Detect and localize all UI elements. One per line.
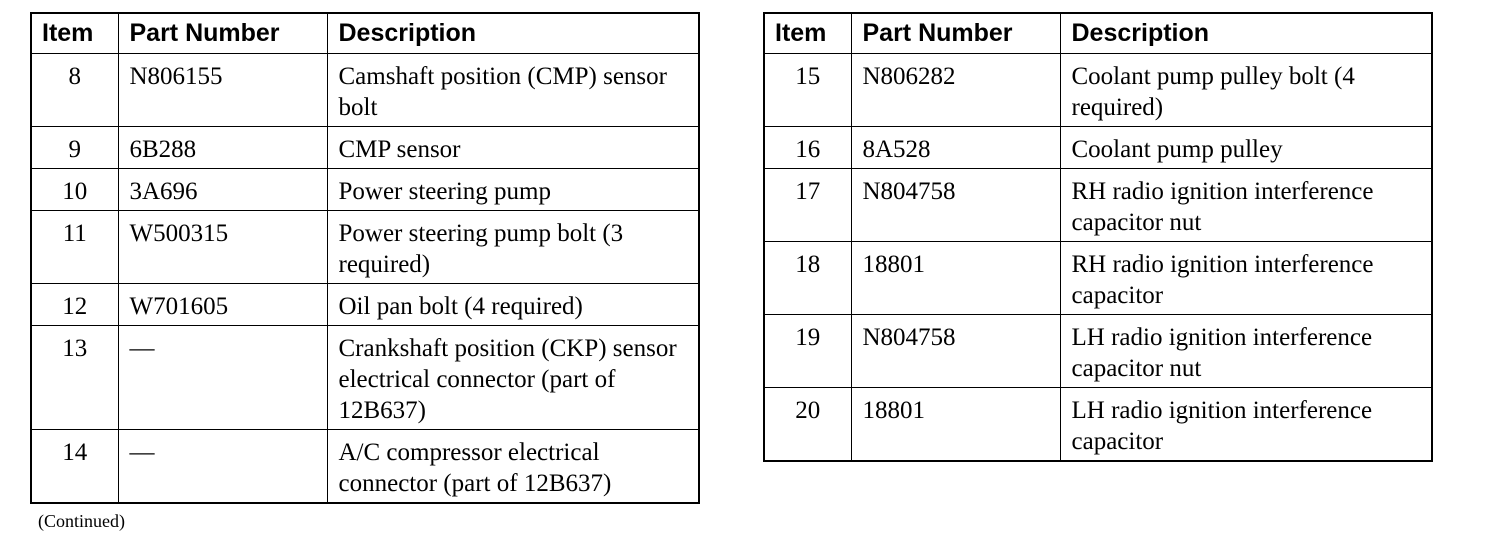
part-number-cell: 6B288: [118, 127, 327, 169]
description-cell: A/C compressor electrical connector (part of 12B637): [327, 430, 699, 504]
description-cell: Power steering pump bolt (3 required): [327, 211, 699, 284]
description-cell: LH radio ignition interference capacitor: [1060, 388, 1432, 462]
item-number-cell: 16: [764, 127, 851, 169]
description-cell: CMP sensor: [327, 127, 699, 169]
description-cell: Power steering pump: [327, 169, 699, 211]
column-header-item: Item: [31, 13, 118, 54]
part-number-cell: N804758: [851, 169, 1060, 242]
table-header-row: [764, 13, 1432, 54]
table-row: [764, 54, 1432, 127]
item-number-cell: 15: [764, 54, 851, 127]
description-cell: LH radio ignition interference capacitor nut: [1060, 315, 1432, 388]
description-cell: Crankshaft position (CKP) sensor electrical connector (part of 12B637): [327, 326, 699, 430]
item-number-cell: 14: [31, 430, 118, 504]
table-row: [764, 127, 1432, 169]
part-number-cell: 18801: [851, 242, 1060, 315]
part-number-cell: 3A696: [118, 169, 327, 211]
item-number-cell: 18: [764, 242, 851, 315]
table-row: [31, 169, 699, 211]
item-number-cell: 10: [31, 169, 118, 211]
item-number-cell: 9: [31, 127, 118, 169]
description-cell: RH radio ignition interference capacitor: [1060, 242, 1432, 315]
parts-table-left: [30, 12, 700, 504]
column-header-item: Item: [764, 13, 851, 54]
description-cell: Camshaft position (CMP) sensor bolt: [327, 54, 699, 127]
part-number-cell: N806155: [118, 54, 327, 127]
table-row: [764, 242, 1432, 315]
column-header-part-number: Part Number: [851, 13, 1060, 54]
table-row: [31, 326, 699, 430]
part-number-cell: W500315: [118, 211, 327, 284]
continued-note: (Continued): [38, 511, 125, 531]
table-row: [31, 430, 699, 504]
part-number-cell: N806282: [851, 54, 1060, 127]
table-row: [764, 169, 1432, 242]
item-number-cell: 11: [31, 211, 118, 284]
description-cell: Coolant pump pulley: [1060, 127, 1432, 169]
table-row: [31, 284, 699, 326]
table-row: [764, 388, 1432, 462]
item-number-cell: 20: [764, 388, 851, 462]
description-cell: Coolant pump pulley bolt (4 required): [1060, 54, 1432, 127]
table-row: [31, 127, 699, 169]
description-cell: RH radio ignition interference capacitor nut: [1060, 169, 1432, 242]
column-header-description: Description: [1060, 13, 1432, 54]
part-number-cell: —: [118, 326, 327, 430]
table-row: [764, 315, 1432, 388]
item-number-cell: 13: [31, 326, 118, 430]
part-number-cell: N804758: [851, 315, 1060, 388]
table-row: [31, 211, 699, 284]
part-number-cell: W701605: [118, 284, 327, 326]
table-header-row: [31, 13, 699, 54]
item-number-cell: 12: [31, 284, 118, 326]
item-number-cell: 19: [764, 315, 851, 388]
part-number-cell: 18801: [851, 388, 1060, 462]
table-row: [31, 54, 699, 127]
part-number-cell: 8A528: [851, 127, 1060, 169]
item-number-cell: 17: [764, 169, 851, 242]
item-number-cell: 8: [31, 54, 118, 127]
part-number-cell: —: [118, 430, 327, 504]
parts-table-right: [763, 12, 1433, 462]
description-cell: Oil pan bolt (4 required): [327, 284, 699, 326]
column-header-description: Description: [327, 13, 699, 54]
column-header-part-number: Part Number: [118, 13, 327, 54]
